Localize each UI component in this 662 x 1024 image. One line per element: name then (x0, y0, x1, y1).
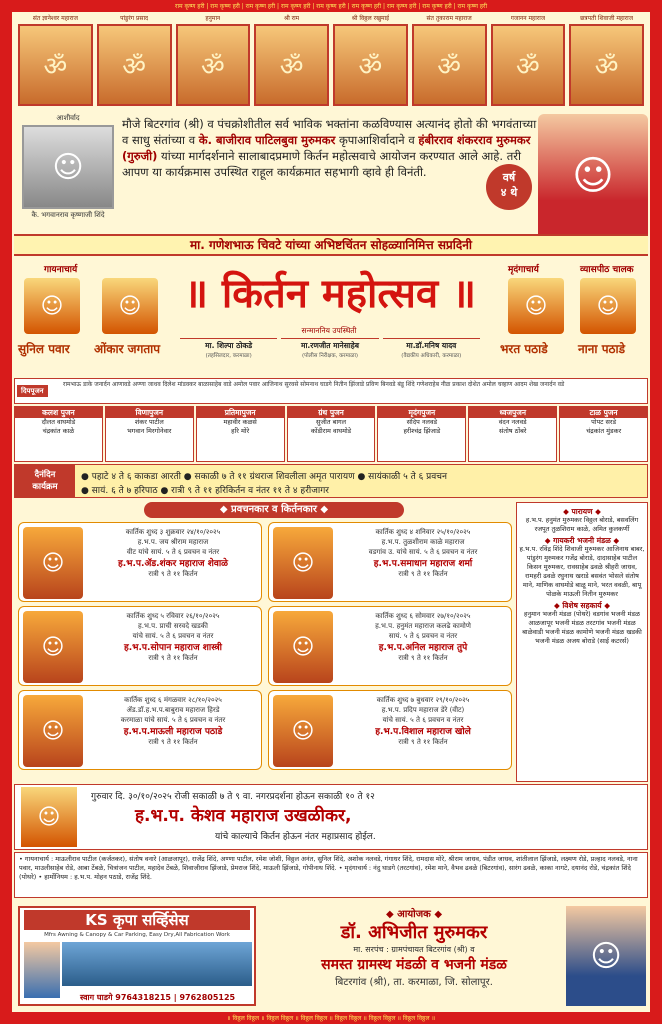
guest-role: (पोलीस निरीक्षक, करमाळा) (301, 353, 359, 359)
final-kirtan (14, 784, 648, 850)
kirtan-time: रात्री ९ ते ११ किर्तन (148, 654, 198, 662)
ashirvad-name: कै. भगवानराव कृष्णाजी शिंदे (31, 211, 105, 219)
saint-card (491, 14, 566, 112)
kirtan-card (18, 522, 262, 602)
saint-name: पांडुरंग प्रसाद (120, 15, 149, 22)
special-thanks-list: हनुमान भजनी मंडळ (पोथरे) वडगांव भजनी मंडळ आळजापूर भजनी मंडळ तरटगांव भजनी मंडळ बाळेवाडी भजनी मंडळ कामोणे भजनी मंडळ खडकी भजनी मंडळ अजय बोराडे (साई कटरर्स) (522, 610, 642, 645)
saint-name: गजानन महाराज (510, 15, 546, 22)
om-icon: ॐ (43, 52, 68, 82)
frame-bottom-text: ॥ विठ्ठल विठ्ठल ॥ विठ्ठल विठ्ठल ॥ विठ्ठल विठ्ठल ॥ विठ्ठल विठ्ठल ॥ विठ्ठल विठ्ठल ॥ विठ्ठल विठ्ठल ॥ (226, 1015, 436, 1022)
pujan-card (468, 406, 557, 462)
saint-card (254, 14, 329, 112)
saint-image (254, 24, 329, 106)
kirtan-date: कार्तिक शुध्द ३ शुक्रवार २४/१०/२०२५ (125, 528, 221, 536)
occasion-banner: मा. गणेशभाऊ चिवटे यांच्या अभिष्टचिंतन सोहळ्यानिमित्त सप्रदिनी (14, 234, 648, 256)
om-icon: ॐ (279, 52, 304, 82)
daily-schedule (14, 464, 648, 498)
host-portrait: ☺ (580, 278, 636, 334)
kirtan-time: रात्री ९ ते ११ किर्तन (398, 570, 448, 578)
pujan-heading: ध्वजपुजन (469, 407, 556, 418)
contributors-sidebar (516, 502, 648, 782)
organizer-portrait: ☺ (566, 906, 646, 1006)
musicians-list: • गायनाचार्य : माऊलीराव पाटील (कर्जतकर), संतोष वनारे (आळजापूर), राजेंद्र शिंदे, अण्णा पाटील, रमेश जोशी, विठ्ठल अनंत, सुनिल शिंदे, अशोक नलवडे, गंगाधर शिंदे, रामदास मोरे, श्रीराम जाधव, पंडीत जाधव, शांतीलाल झिंजाडे, लक्ष्मण रोडे, प्रल्हाद नलवडे, नाना पवार, माउलीसाहेब रोडे, आबा टेंबळे, चित्रांजन पाटील, महादेव टेंबळे, शिवाजीराव झिंजाडे, प्रेमराज शिंदे, माऊली झिंजाडे, गोपीनाथ शिंदे. • मृदंगाचार्य : नंदु घाडगे (तरटगांव), रमेश माने, वैभव ढवळे (बिटरगांव), सारंग ढवळे, काका नागटे, दयानंद रोडे, चंद्रकांत शिंदे (पोथरे) • हार्मोनियम : ह.भ.प. मोहन पठाडे, राजेंद्र शिंदे. (14, 852, 648, 898)
kirtankar-name: ह.भ.प.सोपान महाराज शास्त्री (123, 643, 223, 653)
guests-heading: सन्माननिय उपस्थिती (301, 326, 357, 335)
kirtankar-portrait: ☺ (273, 695, 333, 767)
kirtankar-name: ह.भ.प.माऊली महाराज पठाडे (123, 727, 223, 737)
kirtan-date: कार्तिक शुध्द ६ मंगळवार २८/१०/२०२५ (124, 696, 222, 704)
intro-line: कृपाआशिर्वादाने व (338, 133, 415, 147)
kirtankar-portrait: ☺ (23, 611, 83, 683)
sponsor-name: KS कृपा सर्व्हिसेस (24, 910, 250, 930)
intro-line: यांच्या मार्गदर्शनाने सालाबादप्रमाणे किर्तन महोत्सवाचे आयोजन करण्यात आले आहे. तरी आपण या कार्यक्रमास उपस्थित राहूल कार्यक्रमात सहभागी व्हावे ही विनंती. (122, 149, 521, 179)
pujan-person: दौलत वाघमोडे (41, 418, 76, 426)
kirtankar-portrait: ☺ (21, 787, 77, 847)
kirtan-line: यांचे सायं. ५ ते ६ प्रवचन व नंतर (382, 716, 464, 724)
saint-image (412, 24, 487, 106)
kirtan-time: रात्री ९ ते ११ किर्तन (148, 570, 198, 578)
guest-item (281, 338, 378, 359)
sponsor-tagline: Mfrs Awning & Canopy & Car Parking, Easy Dry,All Fabrication Work (44, 932, 230, 938)
om-icon: ॐ (516, 52, 540, 82)
pujan-card (559, 406, 648, 462)
kirtan-details (335, 611, 511, 663)
saint-card (569, 14, 644, 112)
kirtankar-portrait: ☺ (273, 527, 333, 599)
role-gayanacharya: गायनाचार्य (44, 265, 78, 275)
intro-highlight: हंबीरराव शंकरराव मुरुमकर (गुरुजी) (122, 133, 531, 163)
final-note: यांचे काल्याचे किर्तन होऊन नंतर महाप्रसाद होईल. (215, 832, 376, 842)
frame-top-text: राम कृष्ण हरी | राम कृष्ण हरी | राम कृष्ण हरी | राम कृष्ण हरी | राम कृष्ण हरी | राम कृष्ण हरी | राम कृष्ण हरी | राम कृष्ण हरी | राम कृष्ण हरी (174, 3, 488, 10)
role-vyaspeeth: व्यासपीठ चालक (580, 265, 634, 275)
kirtan-line: यांचे सायं. ५ ते ६ प्रवचन व नंतर (132, 632, 214, 640)
organizer-role: मा. सरपंच : ग्रामपंचायत बिटरगांव (श्री) व (353, 945, 475, 954)
organizer-label: ◆ आयोजक ◆ (385, 909, 443, 920)
main-title: ॥ किर्तन महोत्सव ॥ (183, 270, 477, 317)
saint-name: संत ज्ञानेश्वर महाराज (32, 15, 78, 22)
kirtan-details (85, 611, 261, 663)
kirtankar-name: ह.भ.प.समाधान महाराज शर्मा (373, 559, 473, 569)
kirtankar-portrait: ☺ (23, 527, 83, 599)
daily-tag-line: दैनंदिन (34, 470, 56, 480)
host-portrait: ☺ (538, 114, 648, 238)
kirtan-card (18, 606, 262, 686)
kirtankar-name: ह.भ.प.विशाल महाराज खोले (375, 727, 471, 737)
schedule-line: ● पहाटे ४ ते ६ काकडा आरती ● सकाळी ७ ते ११ ग्रंथराज शिवलीला अमृत पारायण ● सायंकाळी ५ ते ६ प्रवचन (81, 472, 447, 482)
saint-name: श्री विठ्ठल रखुमाई (351, 15, 390, 22)
daily-tag-line: कार्यक्रम (32, 482, 58, 492)
year-label: वर्ष (502, 171, 516, 184)
om-icon: ॐ (201, 52, 225, 82)
pravachankar: ह.भ.प. जय श्रीराम महाराज (137, 538, 209, 546)
singer-portrait: ☺ (102, 278, 158, 334)
pravachankar: ह.भ.प. प्राची सरवदे खडकी (138, 622, 208, 630)
pujan-person: सुजीत बागल (315, 418, 347, 426)
saint-image (569, 24, 644, 106)
kirtan-date: कार्तिक शुध्द ७ बुधवार २९/१०/२०२५ (376, 696, 470, 704)
saint-card (333, 14, 408, 112)
pujan-heading: ग्रंथ पुजन (288, 407, 375, 418)
bhajani-list: ह.भ.प. रविंद्र शिंदे शिवाजी मुरुमकर आजिनाथ बाबर, पांडुरंग मुरुमकर गजेंद्र बोराडे, दादासाहेब पाटील किसन मुरुमकर, रावसाहेब ढवळे श्रीहरी जाधव, रामहरी ढवळे रघुनाथ खराडे बसवंत भोसले संतोष माने, माणिक वाघमोडे बाळू माने, भरत ववळी, बापू पोळके माऊली नितीन मुरुमकर (519, 545, 645, 598)
kirtankar-name: ह.भ.प.अनिल महाराज तुपे (378, 643, 468, 653)
kirtankar-heading: ◆ प्रवचनकार व किर्तनकार ◆ (144, 502, 404, 518)
pujan-heading: प्रतिमापुजन (197, 407, 284, 418)
person-name: भरत पठाडे (500, 342, 548, 356)
saint-card (412, 14, 487, 112)
kirtan-line: सायं. ५ ते ६ प्रवचन व नंतर (388, 632, 458, 640)
kirtan-line: करमाळा यांचे सायं. ५ ते ६ प्रवचन व नंतर (120, 716, 226, 724)
schedule-line: ● सायं. ६ ते ७ हरिपाठ ● रात्री ९ ते ११ हरिकिर्तन व नंतर ११ ते ४ हरीजागर (81, 486, 329, 496)
saint-name: हनुमान (205, 15, 221, 22)
guest-name: मा. शिल्पा ठोकडे (205, 341, 253, 350)
organizer-address: बिटरगांव (श्री), ता. करमाळा, जि. सोलापूर. (335, 977, 493, 988)
om-icon: ॐ (358, 52, 383, 82)
elder-portrait: ☺ (22, 125, 114, 209)
saint-image (491, 24, 566, 106)
guest-item (180, 338, 277, 359)
pujan-heading: विणापुजन (106, 407, 193, 418)
kirtankar-name: ह.भ.प.ॲड.शंकर महाराज शेवाळे (117, 559, 229, 569)
final-schedule: गुरुवार दि. ३०/१०/२०२५ रोजी सकाळी ७ ते ९ वा. नगरप्रदर्शना होऊन सकाळी १० ते १२ (91, 792, 375, 802)
pujan-person: संतोष ठोंबरे (499, 427, 527, 435)
singer-portrait: ☺ (24, 278, 80, 334)
donors-tag: दिपपूजन (17, 385, 48, 397)
intro-line: मौजे बिटरगांव (श्री) व पंचक्रोशीतील सर्व भाविक भक्तांना कळविण्यास अत्यानंद होतो की भगवंताच्या व साधु संतांच्या व (122, 117, 537, 147)
sponsor-ad (18, 906, 256, 1006)
pravachankar: ह.भ.प. तुळशीराम काळे महाराज (381, 538, 465, 546)
kirtan-date: कार्तिक शुध्द ६ सोमवार २७/१०/२०२५ (375, 612, 471, 620)
saint-card (97, 14, 172, 112)
ashirvad-label: आशीर्वाद (56, 114, 80, 122)
kirtan-card (268, 606, 512, 686)
parayan-heading: ◆ पारायण ◆ (563, 507, 601, 516)
final-kirtankar: ह.भ.प. केशव महाराज उखळीकर, (135, 806, 352, 826)
guest-role: (तहसिलदार, करमाळा) (205, 353, 252, 359)
person-name: सुनिल पवार (18, 342, 70, 356)
saint-card (18, 14, 93, 112)
donors-list: रामभाऊ डाके जनार्दन आणावडे अण्णा जाधव दिलेश मांडवकर बाळासाहेब वाडे अमोल पवार आजिनाथ सुरवसे सोमनाथ घाडगे नितीन झिंजाडे प्रविण बिनवडे बंडू शिंदे गणेशराहेब नीळ प्रकाश दोशेत अमोल चव्हाण आदम शेख जनार्दन वडे (63, 381, 565, 388)
pravachankar: ॲड.डॉ.ह.भ.प.बाबुराव महाराज हिरडे (126, 706, 220, 714)
om-icon: ॐ (437, 52, 461, 82)
parayan-list: ह.भ.प. हनुमंत मुरुमकर विठ्ठल बोराडे, बसवलिंग रजपूत तुळशिराम काळे, अमित कुलकर्णी (525, 516, 639, 533)
kirtan-card (18, 690, 262, 770)
title-section (14, 258, 648, 378)
kirtan-details (335, 527, 511, 579)
pujan-card (14, 406, 103, 462)
om-icon: ॐ (122, 52, 146, 82)
poster (14, 14, 648, 1010)
kirtan-details (335, 695, 511, 747)
sponsor-phone: स्वाग घाडगे 9764318215 | 9762805125 (80, 993, 236, 1002)
pujan-person: हरि मोरे (231, 427, 250, 435)
intro-text (122, 116, 542, 180)
organizer-block (264, 906, 564, 988)
pujan-person: शंकर पाटील (134, 418, 164, 426)
kirtan-time: रात्री ९ ते ११ किर्तन (398, 738, 448, 746)
ashirvad-block (20, 114, 116, 220)
pujan-card (105, 406, 194, 462)
special-thanks-heading: ◆ विशेष सहकार्य ◆ (553, 601, 611, 610)
pujan-person: हरीश्चंद्र झिंजाडे (403, 427, 441, 435)
saints-row (14, 14, 648, 112)
guest-role: (वैद्यकीय अधिकारी, करमाळा) (401, 353, 462, 359)
pujan-person: संदिप नलवडे (406, 418, 438, 426)
saint-image (176, 24, 251, 106)
drummer-portrait: ☺ (508, 278, 564, 334)
pravachankar: ह.भ.प. प्रदिप महाराज डेरे (वीट) (381, 706, 465, 714)
pujan-heading: मृदंगपुजन (378, 407, 465, 418)
pujan-person: महावीर कळसे (223, 418, 257, 426)
pujan-card (377, 406, 466, 462)
saint-image (18, 24, 93, 106)
kirtan-details (85, 527, 261, 579)
bhajani-heading: ◆ गायकरी भजनी मंडळ ◆ (544, 536, 620, 545)
sponsor-portrait (24, 942, 60, 998)
organizer-group: समस्त ग्रामस्थ मंडळी व भजनी मंडळ (321, 957, 507, 973)
guest-item (383, 338, 480, 359)
saint-image (333, 24, 408, 106)
footer (14, 900, 648, 1010)
kirtan-time: रात्री ९ ते ११ किर्तन (398, 654, 448, 662)
role-mridangacharya: मृदंगाचार्य (508, 265, 539, 275)
guest-name: मा.डॉ.मनिष यादव (406, 341, 457, 350)
pujan-person: वंदन नलवडे (498, 418, 527, 426)
pujan-row (14, 406, 648, 462)
pujan-heading: कलश पुजन (15, 407, 102, 418)
kirtan-details (85, 695, 261, 747)
pujan-person: भगवान मिरगोनेवार (127, 427, 172, 435)
saint-image (97, 24, 172, 106)
intro-section (14, 114, 648, 232)
saint-name: श्री राम (283, 15, 300, 22)
year-number: ४ थे (500, 186, 518, 199)
saint-name: संत तुकाराम महाराज (426, 15, 472, 22)
guests-list (180, 338, 480, 359)
pujan-person: कोंडीराम वाघमोडे (310, 427, 352, 435)
year-badge (486, 164, 532, 210)
organizer-name: डॉ. अभिजीत मुरुमकर (340, 922, 488, 943)
pujan-card (287, 406, 376, 462)
kirtan-line: वीट यांचे सायं. ५ ते ६ प्रवचन व नंतर (126, 548, 220, 556)
saint-name: छत्रपती शिवाजी महाराज (580, 15, 634, 22)
guest-name: मा.रणजीत मानेसाहेब (300, 341, 359, 350)
saint-card (176, 14, 251, 112)
pujan-person: चंद्रकांत काळे (42, 427, 75, 435)
pravachankar: ह.भ.प. हनुमंत महाराज कलढे कामोणे (375, 622, 471, 630)
pujan-person: पोपट सरडे (591, 418, 617, 426)
person-name: नाना पठाडे (578, 342, 626, 356)
om-icon: ॐ (594, 52, 619, 82)
canopy-image (62, 942, 252, 986)
kirtan-line: वडगांव उ. यांचे सायं. ५ ते ६ प्रवचन व नंतर (368, 548, 478, 556)
kirtan-card (268, 522, 512, 602)
daily-tag (15, 465, 75, 497)
deep-pujan-donors (14, 378, 648, 404)
person-name: ओंकार जगताप (94, 342, 161, 356)
intro-highlight: के. बाजीराव पाटिलबुवा मुरुमकर (198, 133, 336, 147)
kirtan-time: रात्री ९ ते ११ किर्तन (148, 738, 198, 746)
kirtan-date: कार्तिक शुध्द ४ शनिवार २५/१०/२०२५ (375, 528, 471, 536)
pujan-person: चंद्रकांत मुंडकर (586, 427, 622, 435)
pujan-heading: टाळ पुजन (560, 407, 647, 418)
kirtan-date: कार्तिक शुध्द ५ रविवार २६/१०/२०२५ (126, 612, 220, 620)
kirtankar-portrait: ☺ (23, 695, 83, 767)
kirtan-card (268, 690, 512, 770)
kirtankar-portrait: ☺ (273, 611, 333, 683)
pujan-card (196, 406, 285, 462)
